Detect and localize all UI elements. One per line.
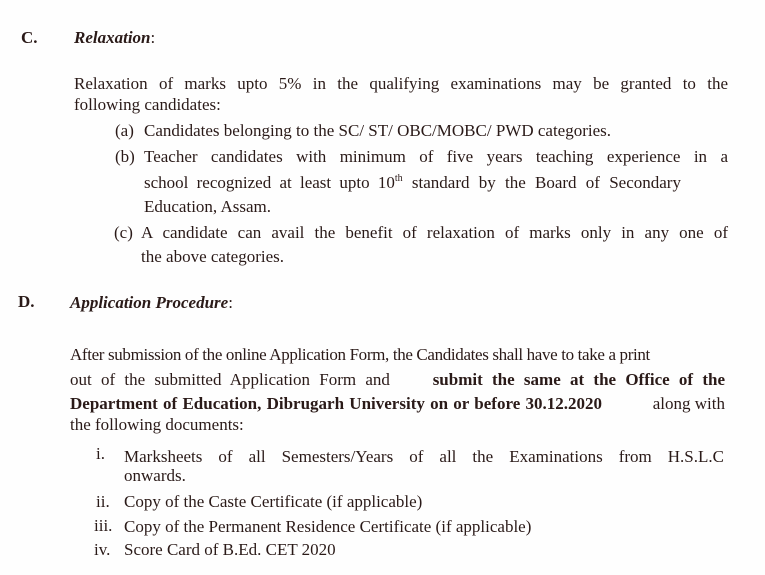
document-item-iv-text: Score Card of B.Ed. CET 2020 — [124, 540, 336, 559]
relaxation-item-b-line-2 — [144, 173, 728, 193]
section-d-para-line-1: After submission of the online Application Form, the Candidates shall have to take a print — [70, 345, 650, 364]
document-item-iii-text: Copy of the Permanent Residence Certificate (if applicable) — [124, 517, 532, 536]
relaxation-item-a-text: Candidates belonging to the SC/ ST/ OBC/MOBC/ PWD categories. — [144, 121, 612, 140]
relaxation-item-c-line-2: the above categories. — [141, 247, 285, 266]
section-c-title-colon: : — [150, 28, 156, 47]
relaxation-item-c-label: (c) — [114, 223, 133, 242]
section-d-para-line-3-bold: Department of Education, Dibrugarh University on or before 30.12.2020 — [70, 394, 602, 413]
document-item-i-label: i. — [96, 444, 105, 463]
section-c-letter: C. — [21, 28, 38, 47]
relaxation-item-b-label: (b) — [115, 147, 135, 166]
section-d-letter: D. — [18, 292, 35, 311]
document-item-iii-label: iii. — [94, 516, 113, 535]
relaxation-item-c-line-1: A candidate can avail the benefit of relaxation of marks only in any one of — [141, 223, 728, 242]
section-d-para-line-2-normal: out of the submitted Application Form and — [70, 370, 390, 389]
section-d-para-line-3-normal: along with — [652, 394, 725, 413]
relaxation-item-a-label: (a) — [115, 121, 134, 140]
relaxation-item-b-line-1: Teacher candidates with minimum of five years teaching experience in a — [144, 147, 728, 166]
document-item-i-line-1: Marksheets of all Semesters/Years of all the Examinations from H.S.L.C — [124, 447, 724, 466]
section-d-para-line-4: the following documents: — [70, 415, 244, 434]
section-d-title-text: Application Procedure — [70, 293, 229, 312]
relaxation-item-b-line-2-post: standard by the Board of Secondary — [402, 173, 681, 192]
document-item-ii-label: ii. — [96, 492, 110, 511]
section-d-title — [70, 293, 233, 313]
section-c-intro-line-1: Relaxation of marks upto 5% in the qualifying examinations may be granted to the — [74, 74, 728, 93]
section-c-title-text: Relaxation — [74, 28, 151, 47]
superscript-th: th — [394, 173, 403, 184]
section-c-title — [74, 28, 155, 48]
document-item-iv-label: iv. — [94, 540, 111, 559]
section-c-intro-line-2: following candidates: — [74, 95, 221, 114]
section-d-para-line-3 — [70, 394, 725, 414]
section-d-para-line-2-bold: submit the same at the Office of the — [432, 370, 725, 389]
document-item-ii-text: Copy of the Caste Certificate (if applicable) — [124, 492, 423, 511]
relaxation-item-b-line-3: Education, Assam. — [144, 197, 272, 216]
relaxation-item-b-line-2-pre — [144, 173, 681, 193]
section-d-para-line-2 — [70, 370, 725, 390]
relaxation-item-b-line-2-text: school recognized at least upto 10 — [144, 173, 395, 192]
section-d-title-colon: : — [228, 293, 233, 312]
document-item-i-line-2: onwards. — [124, 466, 186, 485]
